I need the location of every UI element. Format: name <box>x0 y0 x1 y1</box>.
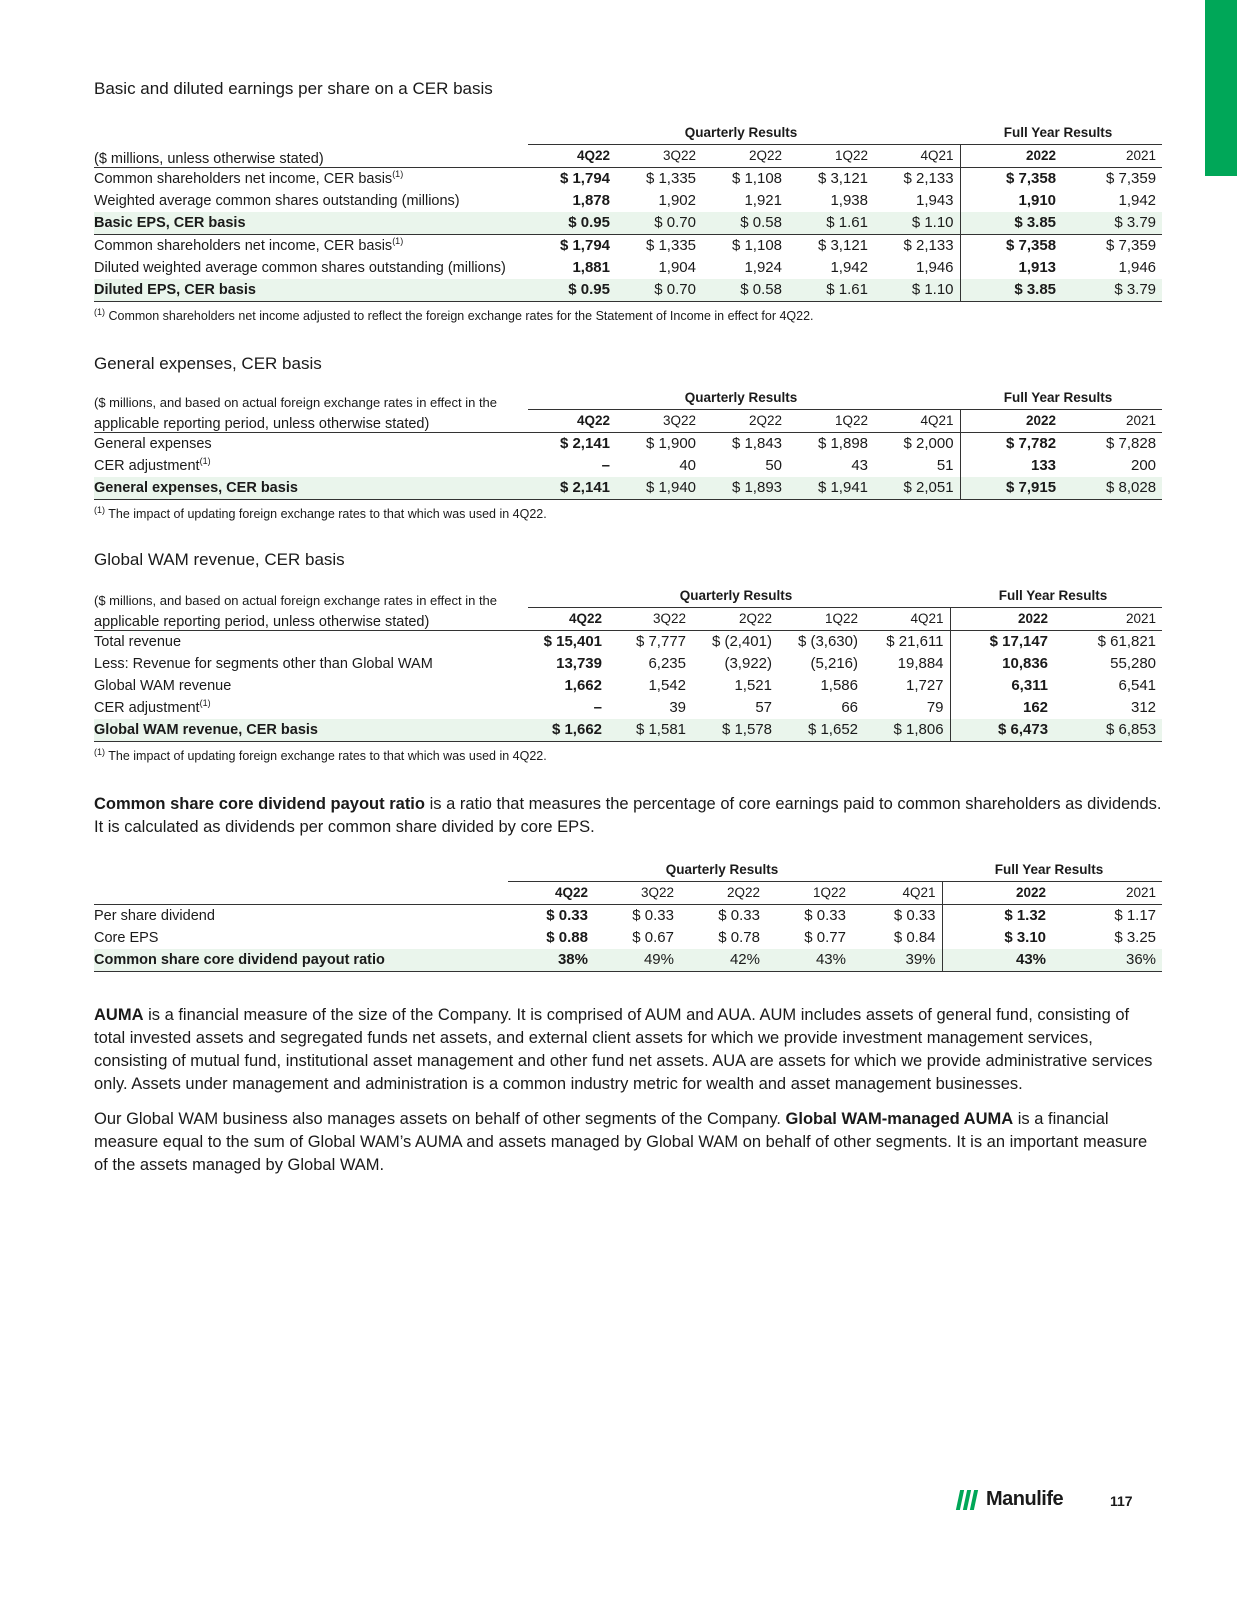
cell: 133 <box>960 455 1062 477</box>
quarterly-results-header: Quarterly Results <box>508 859 942 882</box>
col-header: 2021 <box>1062 410 1162 433</box>
col-header: 3Q22 <box>616 145 702 168</box>
cell: 40 <box>679 457 696 474</box>
cell: 43% <box>942 949 1052 972</box>
table-row-total <box>94 477 1162 500</box>
cell: 1,878 <box>572 192 610 209</box>
col-header: 2Q22 <box>692 608 778 631</box>
units-label-line1: ($ millions, and based on actual foreign exchange rates in effect in the <box>94 394 498 410</box>
cell: $ 0.33 <box>893 907 936 924</box>
cell: (3,922) <box>724 655 772 672</box>
cell: $ 7,777 <box>635 633 686 650</box>
cell: $ 21,611 <box>886 633 944 650</box>
cell: $ 3.79 <box>1062 279 1162 302</box>
quarterly-results-header: Quarterly Results <box>528 387 960 410</box>
cell: 1,942 <box>1118 192 1157 209</box>
cell: 1,921 <box>744 192 782 209</box>
cell: $ 6,473 <box>950 719 1054 742</box>
row-label: Diluted weighted average common shares outstanding (millions) <box>94 260 506 276</box>
row-label: Less: Revenue for segments other than Global WAM <box>94 656 433 672</box>
full-year-results-header: Full Year Results <box>942 859 1162 882</box>
cell: 43 <box>851 457 868 474</box>
cell: $ 7,359 <box>1105 170 1157 187</box>
table-row <box>94 653 1162 675</box>
cell: $ 3,121 <box>817 170 868 187</box>
cell: $ 1,941 <box>788 477 874 500</box>
cell: 1,727 <box>905 677 944 694</box>
col-header: 4Q22 <box>528 608 608 631</box>
cell: 1,662 <box>564 677 602 694</box>
units-label-line2: applicable reporting period, unless otherwise stated) <box>94 608 528 631</box>
cell: $ 1,900 <box>645 435 696 452</box>
row-label: Common shareholders net income, CER basis <box>94 238 393 254</box>
cell: 38% <box>508 949 594 972</box>
cell: $ 0.78 <box>718 929 760 946</box>
col-header: 2Q22 <box>702 410 788 433</box>
row-label: Weighted average common shares outstanding (millions) <box>94 193 460 209</box>
cell: 39 <box>669 699 686 716</box>
cell: $ 0.33 <box>546 907 588 924</box>
cell: 312 <box>1131 699 1157 716</box>
cell: 13,739 <box>556 655 602 672</box>
col-header: 4Q22 <box>528 410 616 433</box>
cell: $ 7,828 <box>1105 435 1157 452</box>
col-header: 2021 <box>1062 145 1162 168</box>
full-year-results-header: Full Year Results <box>960 387 1162 410</box>
cell: $ 61,821 <box>1097 633 1157 650</box>
cell: $ 1,893 <box>702 477 788 500</box>
col-header: 3Q22 <box>616 410 702 433</box>
cell: 1,586 <box>820 677 858 694</box>
table-row-total <box>94 279 1162 302</box>
cell: (5,216) <box>810 655 858 672</box>
cell: $ 0.58 <box>702 279 788 302</box>
general-expenses-table <box>94 387 1162 500</box>
cell: 55,280 <box>1110 655 1157 672</box>
row-label: Per share dividend <box>94 908 215 924</box>
table-row-total <box>94 212 1162 235</box>
cell: $ 0.70 <box>616 279 702 302</box>
cell: $ 1.10 <box>874 212 960 235</box>
table-row-total <box>94 719 1162 742</box>
cell: $ 1,898 <box>817 435 868 452</box>
cell: $ 17,147 <box>950 631 1054 654</box>
row-label: Global WAM revenue <box>94 678 232 694</box>
col-header: 4Q22 <box>508 882 594 905</box>
cell: $ 7,358 <box>960 235 1062 258</box>
cell: $ 1,578 <box>692 719 778 742</box>
cell: $ 1.10 <box>874 279 960 302</box>
units-label-line2: applicable reporting period, unless otherwise stated) <box>94 410 528 433</box>
row-label: Total revenue <box>94 634 182 650</box>
cell: $ 1.32 <box>942 905 1052 928</box>
cell: $ 1,108 <box>731 170 782 187</box>
row-label: Core EPS <box>94 930 159 946</box>
cell: 57 <box>755 699 772 716</box>
table-row <box>94 927 1162 949</box>
col-header: 2022 <box>942 882 1052 905</box>
cell: $ 0.58 <box>702 212 788 235</box>
cell: $ 2,133 <box>903 237 954 254</box>
cell: $ 1,335 <box>645 237 696 254</box>
cell: 79 <box>926 699 944 716</box>
cell: $ 0.95 <box>528 279 616 302</box>
cell: $ 2,051 <box>874 477 960 500</box>
col-header: 1Q22 <box>788 410 874 433</box>
cell: 51 <box>936 457 954 474</box>
cell: 43% <box>766 949 852 972</box>
col-header: 3Q22 <box>594 882 680 905</box>
general-expenses-title: General expenses, CER basis <box>94 354 322 373</box>
cell: 1,924 <box>744 259 782 276</box>
cell: – <box>601 457 610 474</box>
cell: $ 0.95 <box>528 212 616 235</box>
col-header: 4Q22 <box>528 145 616 168</box>
cell: $ 1,806 <box>864 719 950 742</box>
full-year-results-header: Full Year Results <box>950 585 1162 608</box>
col-header: 3Q22 <box>608 608 692 631</box>
auma-paragraph: AUMA is a financial measure of the size of the Company. It is comprised of AUM and AUA. AUM includes assets of general fund, consisting of total invested assets and segregated funds net assets, and external client assets for which we provide investment management services, consisting of mutual fund, institutional asset management and other fund net assets. AUA are assets for which we provide administrative services only. Assets under management and administration is a common industry metric for wealth and asset management businesses. <box>94 1006 1153 1093</box>
cell: $ 3,121 <box>817 237 868 254</box>
full-year-results-header: Full Year Results <box>960 122 1162 145</box>
cell: $ 3.85 <box>960 212 1062 235</box>
manulife-logo-icon <box>958 1490 976 1510</box>
cell: $ 1,794 <box>559 170 610 187</box>
global-wam-table <box>94 585 1162 742</box>
cell: 1,946 <box>915 259 954 276</box>
manulife-logo <box>958 1488 1063 1511</box>
cell: $ 1,581 <box>608 719 692 742</box>
cell: $ 0.33 <box>718 907 760 924</box>
col-header: 2Q22 <box>680 882 766 905</box>
cell: $ 2,000 <box>903 435 954 452</box>
table-row <box>94 433 1162 456</box>
cell: – <box>593 699 602 716</box>
cell: 1,913 <box>960 257 1062 279</box>
footnote: $^{(1)}$ The impact of updating foreign exchange rates to that which was used in 4Q22. <box>94 504 547 521</box>
cell: $ 1,335 <box>645 170 696 187</box>
cell: $ 3.85 <box>960 279 1062 302</box>
row-label: CER adjustment <box>94 458 200 474</box>
footnote: $^{(1)}$ The impact of updating foreign exchange rates to that which was used in 4Q22. <box>94 746 547 763</box>
eps-table <box>94 122 1162 302</box>
row-label: Global WAM revenue, CER basis <box>94 719 528 742</box>
cell: 66 <box>841 699 858 716</box>
table-row <box>94 257 1162 279</box>
table-row <box>94 631 1162 654</box>
cell: $ 6,853 <box>1054 719 1162 742</box>
col-header: 1Q22 <box>766 882 852 905</box>
cell: $ 1,108 <box>731 237 782 254</box>
cell: 6,541 <box>1118 677 1157 694</box>
cell: 1,910 <box>960 190 1062 212</box>
cell: $ 0.84 <box>893 929 936 946</box>
col-header: 2022 <box>950 608 1054 631</box>
eps-section-title: Basic and diluted earnings per share on a CER basis <box>94 79 493 98</box>
page-number: 117 <box>1110 1493 1133 1509</box>
cell: 1,542 <box>648 677 686 694</box>
col-header: 4Q21 <box>852 882 942 905</box>
cell: 36% <box>1052 949 1162 972</box>
row-label: Diluted EPS, CER basis <box>94 279 528 302</box>
footnote: $^{(1)}$ Common shareholders net income adjusted to reflect the foreign exchange rates for the Statement of Income in effect for 4Q22. <box>94 306 814 323</box>
cell: $ 1,940 <box>616 477 702 500</box>
row-label: Basic EPS, CER basis <box>94 212 528 235</box>
cell: 1,904 <box>658 259 696 276</box>
table-row: CER adjustment$^{(1)}$ – 40 50 43 51 133 200 <box>94 455 1162 477</box>
table-row <box>94 190 1162 212</box>
row-label: CER adjustment <box>94 700 200 716</box>
col-header: 2022 <box>960 410 1062 433</box>
cell: 162 <box>950 697 1054 719</box>
row-label: Common shareholders net income, CER basis <box>94 171 393 187</box>
cell: $ 0.33 <box>804 907 846 924</box>
cell: 1,521 <box>734 677 772 694</box>
dividend-payout-intro: Common share core dividend payout ratio is a ratio that measures the percentage of core earnings paid to common shareholders as dividends. It is calculated as dividends per common share divided by core EPS. <box>94 795 1162 836</box>
units-label: ($ millions, unless otherwise stated) <box>94 145 528 168</box>
cell: $ 7,782 <box>960 433 1062 456</box>
col-header: 4Q21 <box>874 145 960 168</box>
cell: 19,884 <box>897 655 944 672</box>
cell: 1,946 <box>1118 259 1157 276</box>
cell: 1,881 <box>572 259 610 276</box>
cell: $ 0.67 <box>632 929 674 946</box>
table-row: Common shareholders net income, CER basis$^{(1)}$ $ 1,794 $ 1,335 $ 1,108 $ 3,121 $ 2,133 $ 7,358 $ 7,359 <box>94 235 1162 258</box>
table-row <box>94 675 1162 697</box>
cell: $ 1,794 <box>559 237 610 254</box>
cell: $ (3,630) <box>797 633 858 650</box>
units-label-line1: ($ millions, and based on actual foreign exchange rates in effect in the <box>94 592 498 608</box>
row-label: General expenses <box>94 436 212 452</box>
global-wam-auma-paragraph: Our Global WAM business also manages assets on behalf of other segments of the Company. Global WAM-managed AUMA is a financial measure equal to the sum of Global WAM’s AUMA and assets managed by Global WAM on behalf of other segments. It is an important measure of the assets managed by Global WAM. <box>94 1110 1148 1174</box>
global-wam-title: Global WAM revenue, CER basis <box>94 550 345 569</box>
cell: 1,942 <box>830 259 868 276</box>
cell: $ 3.79 <box>1062 212 1162 235</box>
cell: $ 7,915 <box>960 477 1062 500</box>
cell: 10,836 <box>950 653 1054 675</box>
cell: $ 1.17 <box>1114 907 1157 924</box>
cell: $ 7,358 <box>960 168 1062 191</box>
cell: 6,311 <box>950 675 1054 697</box>
table-row: CER adjustment$^{(1)}$ – 39 57 66 79 162 312 <box>94 697 1162 719</box>
col-header: 2021 <box>1052 882 1162 905</box>
cell: $ 1.61 <box>788 279 874 302</box>
page-content <box>94 78 1164 1177</box>
col-header: 4Q21 <box>864 608 950 631</box>
cell: $ 0.88 <box>546 929 588 946</box>
cell: $ 0.77 <box>804 929 846 946</box>
cell: $ 15,401 <box>543 633 602 650</box>
dividend-payout-table <box>94 859 1162 972</box>
table-row: Common shareholders net income, CER basis$^{(1)}$ $ 1,794 $ 1,335 $ 1,108 $ 3,121 $ 2,133 $ 7,358 $ 7,359 <box>94 168 1162 191</box>
col-header: 2021 <box>1054 608 1162 631</box>
cell: 1,902 <box>658 192 696 209</box>
cell: $ 0.33 <box>632 907 674 924</box>
cell: $ 3.25 <box>1114 929 1157 946</box>
section-tab-marker <box>1205 0 1237 176</box>
cell: $ 1.61 <box>788 212 874 235</box>
quarterly-results-header: Quarterly Results <box>528 122 960 145</box>
cell: 39% <box>852 949 942 972</box>
cell: 50 <box>765 457 782 474</box>
table-row-total <box>94 949 1162 972</box>
col-header: 4Q21 <box>874 410 960 433</box>
row-label: General expenses, CER basis <box>94 477 528 500</box>
brand-name: Manulife <box>986 1488 1064 1510</box>
table-row <box>94 905 1162 928</box>
cell: $ (2,401) <box>711 633 772 650</box>
cell: $ 1,843 <box>731 435 782 452</box>
cell: $ 1,662 <box>528 719 608 742</box>
col-header: 2022 <box>960 145 1062 168</box>
cell: $ 0.70 <box>616 212 702 235</box>
cell: $ 2,141 <box>559 435 610 452</box>
col-header: 1Q22 <box>788 145 874 168</box>
cell: $ 3.10 <box>942 927 1052 949</box>
cell: 1,938 <box>830 192 868 209</box>
cell: $ 7,359 <box>1105 237 1157 254</box>
cell: 42% <box>680 949 766 972</box>
col-header: 1Q22 <box>778 608 864 631</box>
cell: 1,943 <box>915 192 954 209</box>
col-header: 2Q22 <box>702 145 788 168</box>
cell: 6,235 <box>648 655 686 672</box>
cell: 200 <box>1131 457 1157 474</box>
row-label: Common share core dividend payout ratio <box>94 949 508 972</box>
cell: $ 8,028 <box>1062 477 1162 500</box>
cell: $ 1,652 <box>778 719 864 742</box>
cell: $ 2,141 <box>528 477 616 500</box>
cell: 49% <box>594 949 680 972</box>
quarterly-results-header: Quarterly Results <box>528 585 950 608</box>
cell: $ 2,133 <box>903 170 954 187</box>
